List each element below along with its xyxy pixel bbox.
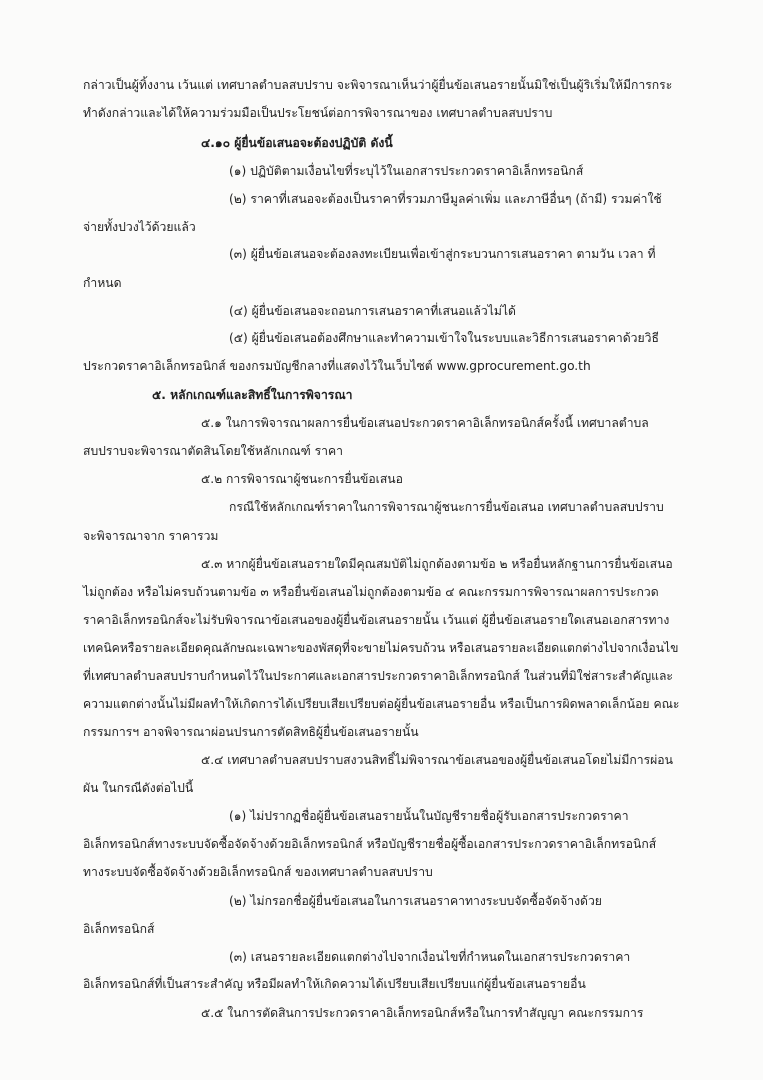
text-line: (๔) ผู้ยื่นข้อเสนอจะถอนการเสนอราคาที่เสนอแล้วไม่ได้ <box>229 304 516 318</box>
text-line: ๕.๓ หากผู้ยื่นข้อเสนอรายใดมีคุณสมบัติไม่ถูกต้องตามข้อ ๒ หรือยื่นหลักฐานการยื่นข้อเสนอ <box>201 557 673 571</box>
text-line: กรณีใช้หลักเกณฑ์ราคาในการพิจารณาผู้ชนะการยื่นข้อเสนอ เทศบาลตำบลสบปราบ <box>229 500 664 514</box>
text-line: (๑) ปฏิบัติตามเงื่อนไขที่ระบุไว้ในเอกสารประกวดราคาอิเล็กทรอนิกส์ <box>229 164 584 178</box>
text-line: ๕.๒ การพิจารณาผู้ชนะการยื่นข้อเสนอ <box>201 472 403 486</box>
text-line: จ่ายทั้งปวงไว้ด้วยแล้ว <box>83 220 196 234</box>
text-line: (๒) ไม่กรอกชื่อผู้ยื่นข้อเสนอในการเสนอราคาทางระบบจัดซื้อจัดจ้างด้วย <box>229 894 602 908</box>
text-line: ไม่ถูกต้อง หรือไม่ครบถ้วนตามข้อ ๓ หรือยื่นข้อเสนอไม่ถูกต้องตามข้อ ๔ คณะกรรมการพิจารณาผลการประกวด <box>83 585 659 599</box>
text-line: (๓) เสนอรายละเอียดแตกต่างไปจากเงื่อนไขที่กำหนดในเอกสารประกวดราคา <box>229 950 631 964</box>
text-line: ๕.๑ ในการพิจารณาผลการยื่นข้อเสนอประกวดราคาอิเล็กทรอนิกส์ครั้งนี้ เทศบาลตำบล <box>201 416 649 430</box>
text-line: (๕) ผู้ยื่นข้อเสนอต้องศึกษาและทำความเข้าใจในระบบและวิธีการเสนอราคาด้วยวิธี <box>229 331 659 345</box>
text-line: กรรมการฯ อาจพิจารณาผ่อนปรนการตัดสิทธิผู้ยื่นข้อเสนอรายนั้น <box>83 725 419 739</box>
text-line: ๕.๔ เทศบาลตำบลสบปราบสงวนสิทธิ์ไม่พิจารณาข้อเสนอของผู้ยื่นข้อเสนอโดยไม่มีการผ่อน <box>201 753 673 767</box>
text-line: ทำดังกล่าวและได้ให้ความร่วมมือเป็นประโยชน์ต่อการพิจารณาของ เทศบาลตำบลสบปราบ <box>83 106 553 120</box>
text-line: ประกวดราคาอิเล็กทรอนิกส์ ของกรมบัญชีกลางที่แสดงไว้ในเว็บไซต์ www.gprocurement.go.th <box>83 359 591 373</box>
text-line: ความแตกต่างนั้นไม่มีผลทำให้เกิดการได้เปรียบเสียเปรียบต่อผู้ยื่นข้อเสนอรายอื่น หรือเป็นการผิดพลาดเล็กน้อย คณะ <box>83 697 680 711</box>
text-line: กำหนด <box>83 276 122 290</box>
text-line: (๓) ผู้ยื่นข้อเสนอจะต้องลงทะเบียนเพื่อเข้าสู่กระบวนการเสนอราคา ตามวัน เวลา ที่ <box>229 247 656 261</box>
text-line: ๕.๕ ในการตัดสินการประกวดราคาอิเล็กทรอนิกส์หรือในการทำสัญญา คณะกรรมการ <box>201 1006 644 1020</box>
text-line: ๔.๑๐ ผู้ยื่นข้อเสนอจะต้องปฏิบัติ ดังนี้ <box>201 136 393 150</box>
text-line: (๒) ราคาที่เสนอจะต้องเป็นราคาที่รวมภาษีมูลค่าเพิ่ม และภาษีอื่นๆ (ถ้ามี) รวมค่าใช้ <box>229 192 662 206</box>
text-line: อิเล็กทรอนิกส์ทางระบบจัดซื้อจัดจ้างด้วยอิเล็กทรอนิกส์ หรือบัญชีรายชื่อผู้ซื้อเอกสารประกวดราคาอิเล็กทรอนิกส์ <box>83 837 657 851</box>
text-line: ที่เทศบาลตำบลสบปราบกำหนดไว้ในประกาศและเอกสารประกวดราคาอิเล็กทรอนิกส์ ในส่วนที่มิใช่สาระสำคัญและ <box>83 669 673 683</box>
text-line: ผัน ในกรณีดังต่อไปนี้ <box>83 781 194 795</box>
text-line: กล่าวเป็นผู้ทิ้งงาน เว้นแต่ เทศบาลตำบลสบปราบ จะพิจารณาเห็นว่าผู้ยื่นข้อเสนอรายนั้นมิใช่เป็นผู้ริเริ่มให้มีการกระ <box>83 78 673 92</box>
text-line: (๑) ไม่ปรากฏชื่อผู้ยื่นข้อเสนอรายนั้นในบัญชีรายชื่อผู้รับเอกสารประกวดราคา <box>229 809 629 823</box>
text-line: ทางระบบจัดซื้อจัดจ้างด้วยอิเล็กทรอนิกส์ ของเทศบาลตำบลสบปราบ <box>83 865 433 879</box>
text-line: เทคนิคหรือรายละเอียดคุณลักษณะเฉพาะของพัสดุที่จะขายไม่ครบถ้วน หรือเสนอรายละเอียดแตกต่างไปจากเงื่อนไข <box>83 641 679 655</box>
text-line: ราคาอิเล็กทรอนิกส์จะไม่รับพิจารณาข้อเสนอของผู้ยื่นข้อเสนอรายนั้น เว้นแต่ ผู้ยื่นข้อเสนอรายใดเสนอเอกสารทาง <box>83 613 670 627</box>
text-line: อิเล็กทรอนิกส์ที่เป็นสาระสำคัญ หรือมีผลทำให้เกิดความได้เปรียบเสียเปรียบแก่ผู้ยื่นข้อเสนอรายอื่น <box>83 977 586 991</box>
text-line: สบปราบจะพิจารณาตัดสินโดยใช้หลักเกณฑ์ ราคา <box>83 444 343 458</box>
section-heading: ๕. หลักเกณฑ์และสิทธิ์ในการพิจารณา <box>152 388 353 402</box>
text-line: จะพิจารณาจาก ราคารวม <box>83 529 219 543</box>
text-line: อิเล็กทรอนิกส์ <box>83 922 155 936</box>
